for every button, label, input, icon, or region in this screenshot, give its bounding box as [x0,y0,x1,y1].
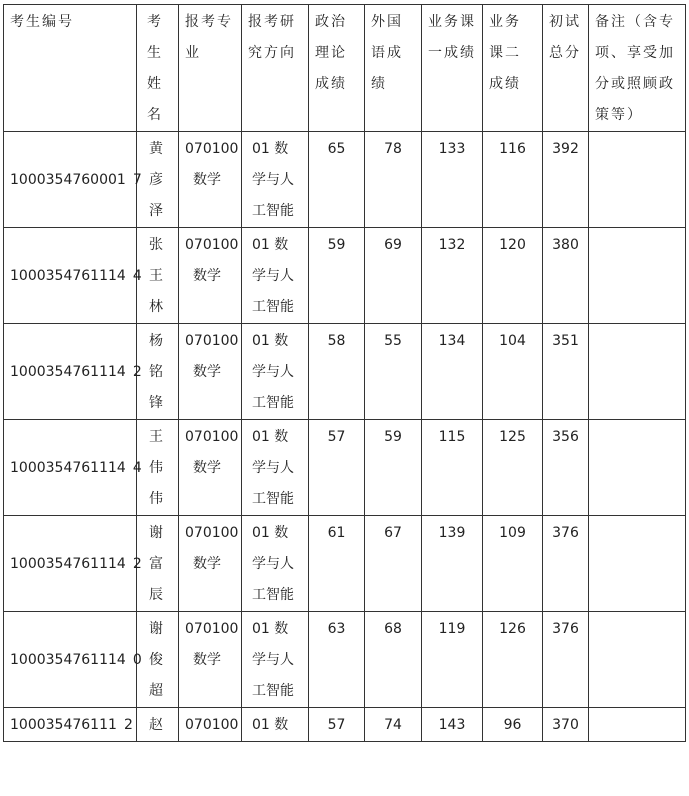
direction-line: 01 数 [252,717,289,733]
candidate-name-char: 泽 [149,203,163,219]
major-cell [179,228,242,324]
major-name: 数学 [193,364,221,380]
candidate-name-char: 锋 [149,395,163,411]
candidate-name-cell [137,420,179,516]
major-cell [179,708,242,742]
candidate-id-suffix: 4 [132,460,142,476]
course1-score: 139 [422,516,483,612]
major-cell [179,420,242,516]
politics-score: 61 [309,516,365,612]
direction-line: 工智能 [252,203,294,219]
note-cell [589,708,686,742]
candidate-name-char: 赵 [149,717,163,733]
candidate-name-char: 富 [149,556,163,572]
candidate-id-suffix: 4 [132,268,142,284]
foreign-score: 69 [365,228,422,324]
direction-line: 学与人 [252,652,294,668]
candidate-id-cell [4,324,142,420]
header-major: 报考专业 [179,5,242,132]
foreign-score: 67 [365,516,422,612]
total-score: 370 [543,708,589,742]
table-row [4,324,686,420]
politics-score: 57 [309,708,365,742]
candidate-id: 100035476111 [10,717,117,733]
course2-score: 125 [483,420,543,516]
candidate-id: 1000354761114 [10,364,126,380]
direction-cell [242,516,309,612]
header-total: 初试总分 [543,5,589,132]
candidate-name-char: 王 [149,268,163,284]
direction-line: 工智能 [252,491,294,507]
note-cell [589,228,686,324]
candidate-name-char: 谢 [149,621,163,637]
candidate-id: 1000354761114 [10,268,126,284]
foreign-score: 74 [365,708,422,742]
header-row [4,5,686,132]
candidate-name-char: 辰 [149,587,163,603]
candidate-name-char: 铭 [149,364,163,380]
score-table [3,4,686,742]
major-code: 070100 [185,237,239,253]
header-politics: 政治理论成绩 [309,5,365,132]
major-code: 070100 [185,333,239,349]
course1-score: 133 [422,132,483,228]
direction-line: 01 数 [252,141,289,157]
note-cell [589,612,686,708]
header-course1: 业务课一成绩 [422,5,483,132]
politics-score: 59 [309,228,365,324]
major-cell [179,132,242,228]
major-name: 数学 [193,172,221,188]
table-row [4,420,686,516]
direction-line: 01 数 [252,525,289,541]
major-code: 070100 [185,717,239,733]
candidate-id-cell [4,516,142,612]
course1-score: 119 [422,612,483,708]
candidate-name-char: 俊 [149,652,163,668]
note-cell [589,324,686,420]
candidate-id: 1000354761114 [10,652,126,668]
major-name: 数学 [193,460,221,476]
candidate-id-cell [4,612,142,708]
direction-cell [242,132,309,228]
course2-score: 104 [483,324,543,420]
course2-score: 120 [483,228,543,324]
course2-score: 116 [483,132,543,228]
candidate-id-suffix: 0 [132,652,142,668]
major-cell [179,612,242,708]
direction-cell [242,420,309,516]
course1-score: 115 [422,420,483,516]
candidate-id-cell [4,708,137,742]
direction-line: 01 数 [252,621,289,637]
direction-line: 工智能 [252,683,294,699]
table-row [4,228,686,324]
direction-line: 学与人 [252,172,294,188]
candidate-name-char: 伟 [149,460,163,476]
course2-score: 96 [483,708,543,742]
total-score: 380 [543,228,589,324]
candidate-id-suffix: 2 [132,364,142,380]
candidate-name-cell [137,612,179,708]
candidate-name-cell [137,516,179,612]
major-code: 070100 [185,525,239,541]
candidate-name-char: 彦 [149,172,163,188]
major-name: 数学 [193,652,221,668]
major-cell [179,324,242,420]
header-name: 考生姓名 [137,5,179,132]
candidate-name-char: 谢 [149,525,163,541]
candidate-name-cell [137,708,179,742]
note-cell [589,132,686,228]
foreign-score: 78 [365,132,422,228]
candidate-name-char: 超 [149,683,163,699]
direction-line: 工智能 [252,587,294,603]
table-row [4,132,686,228]
major-code: 070100 [185,429,239,445]
candidate-name-char: 王 [149,429,163,445]
header-id: 考生编号 [4,5,137,132]
total-score: 351 [543,324,589,420]
direction-cell [242,228,309,324]
table-row [4,612,686,708]
direction-line: 01 数 [252,333,289,349]
candidate-name-cell [137,132,179,228]
table-row [4,516,686,612]
major-cell [179,516,242,612]
candidate-name-char: 张 [149,237,163,253]
direction-cell [242,612,309,708]
foreign-score: 59 [365,420,422,516]
candidate-name-char: 林 [149,299,163,315]
direction-line: 学与人 [252,460,294,476]
candidate-id: 1000354761114 [10,460,126,476]
total-score: 356 [543,420,589,516]
direction-cell [242,708,309,742]
politics-score: 65 [309,132,365,228]
course1-score: 132 [422,228,483,324]
course2-score: 126 [483,612,543,708]
header-note: 备注（含专项、享受加分或照顾政策等） [589,5,686,132]
total-score: 392 [543,132,589,228]
politics-score: 57 [309,420,365,516]
major-name: 数学 [193,556,221,572]
candidate-id: 1000354760001 [10,172,126,188]
foreign-score: 55 [365,324,422,420]
header-foreign: 外国语成绩 [365,5,422,132]
direction-line: 01 数 [252,429,289,445]
direction-line: 工智能 [252,299,294,315]
foreign-score: 68 [365,612,422,708]
candidate-id-suffix: 2 [132,556,142,572]
direction-line: 工智能 [252,395,294,411]
note-cell [589,420,686,516]
direction-line: 学与人 [252,268,294,284]
candidate-id: 1000354761114 [10,556,126,572]
course1-score: 143 [422,708,483,742]
table-row [4,708,686,742]
direction-line: 01 数 [252,237,289,253]
total-score: 376 [543,516,589,612]
course2-score: 109 [483,516,543,612]
candidate-name-char: 杨 [149,333,163,349]
candidate-name-cell [137,228,179,324]
header-direction: 报考研究方向 [242,5,309,132]
total-score: 376 [543,612,589,708]
major-code: 070100 [185,141,239,157]
header-course2: 业务课二成绩 [483,5,543,132]
candidate-name-char: 伟 [149,491,163,507]
candidate-id-suffix: 2 [123,717,133,733]
candidate-id-suffix: 7 [132,172,142,188]
course1-score: 134 [422,324,483,420]
major-name: 数学 [193,268,221,284]
candidate-name-char: 黄 [149,141,163,157]
candidate-id-cell [4,420,142,516]
politics-score: 58 [309,324,365,420]
candidate-name-cell [137,324,179,420]
direction-line: 学与人 [252,556,294,572]
politics-score: 63 [309,612,365,708]
note-cell [589,516,686,612]
candidate-id-cell [4,228,142,324]
direction-line: 学与人 [252,364,294,380]
direction-cell [242,324,309,420]
major-code: 070100 [185,621,239,637]
candidate-id-cell [4,132,142,228]
